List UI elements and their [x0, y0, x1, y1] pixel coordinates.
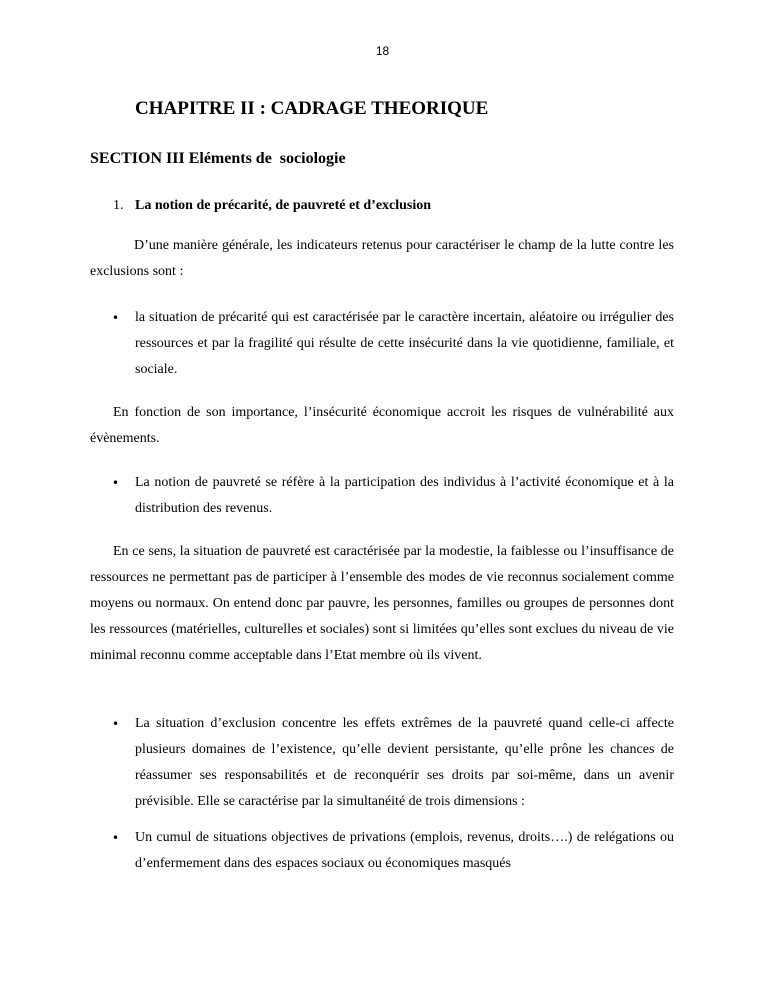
paragraph-pauvrete-definition: En ce sens, la situation de pauvreté est caractérisée par la modestie, la faiblesse ou l’insuffisance de ressources ne permettant pas de participer à l’ensemble des modes de vie reconnus socialement comme moyens ou normaux. On entend donc par pauvre, les personnes, familles ou groupes de personnes dont les ressources (matérielles, culturelles et sociales) sont si limitées qu’elles sont exclues du niveau de vie minimal reconnu comme acceptable dans l’Etat membre où ils vivent. — [90, 544, 674, 663]
bullet-text: La situation d’exclusion concentre les effets extrêmes de la pauvreté quand celle-ci affecte plusieurs domaines de l’existence, qu’elle devient persistante, qu’elle prône les chances de réassumer ses responsabilités et de reconquérir ses droits par soi-même, dans un avenir prévisible. Elle se caractérise par la simultanéité de trois dimensions : — [135, 716, 674, 809]
bullet-item-cumul — [112, 825, 674, 877]
subsection-number: 1. — [113, 198, 124, 213]
bullet-item-pauvrete — [112, 470, 674, 522]
bullet-text: la situation de précarité qui est caractérisée par le caractère incertain, aléatoire ou irrégulier des ressources et par la fragilité qui résulte de cette insécurité dans la vie quotidienne, familiale, et sociale. — [135, 310, 674, 377]
page-number: 18 — [375, 44, 390, 58]
bullet-item-exclusion — [112, 711, 674, 815]
bullet-item-precarite — [112, 305, 674, 383]
bullet-icon: • — [112, 717, 120, 731]
section-title: SECTION III Eléments de sociologie — [90, 150, 346, 167]
subsection-title: La notion de précarité, de pauvreté et d’exclusion — [135, 198, 432, 213]
bullet-icon: • — [112, 831, 120, 845]
bullet-icon: • — [112, 311, 120, 325]
bullet-text: La notion de pauvreté se réfère à la participation des individus à l’activité économique et à la distribution des revenus. — [135, 475, 674, 516]
bullet-icon: • — [112, 476, 120, 490]
paragraph-insecurite: En fonction de son importance, l’insécurité économique accroit les risques de vulnérabilité aux évènements. — [90, 405, 674, 446]
chapter-title: CHAPITRE II : CADRAGE THEORIQUE — [135, 98, 489, 119]
intro-paragraph: D’une manière générale, les indicateurs retenus pour caractériser le champ de la lutte contre les exclusions sont : — [90, 238, 674, 279]
subsection-heading — [113, 198, 431, 214]
bullet-text: Un cumul de situations objectives de privations (emplois, revenus, droits….) de relégations ou d’enfermement dans des espaces sociaux ou économiques masqués — [135, 830, 674, 871]
